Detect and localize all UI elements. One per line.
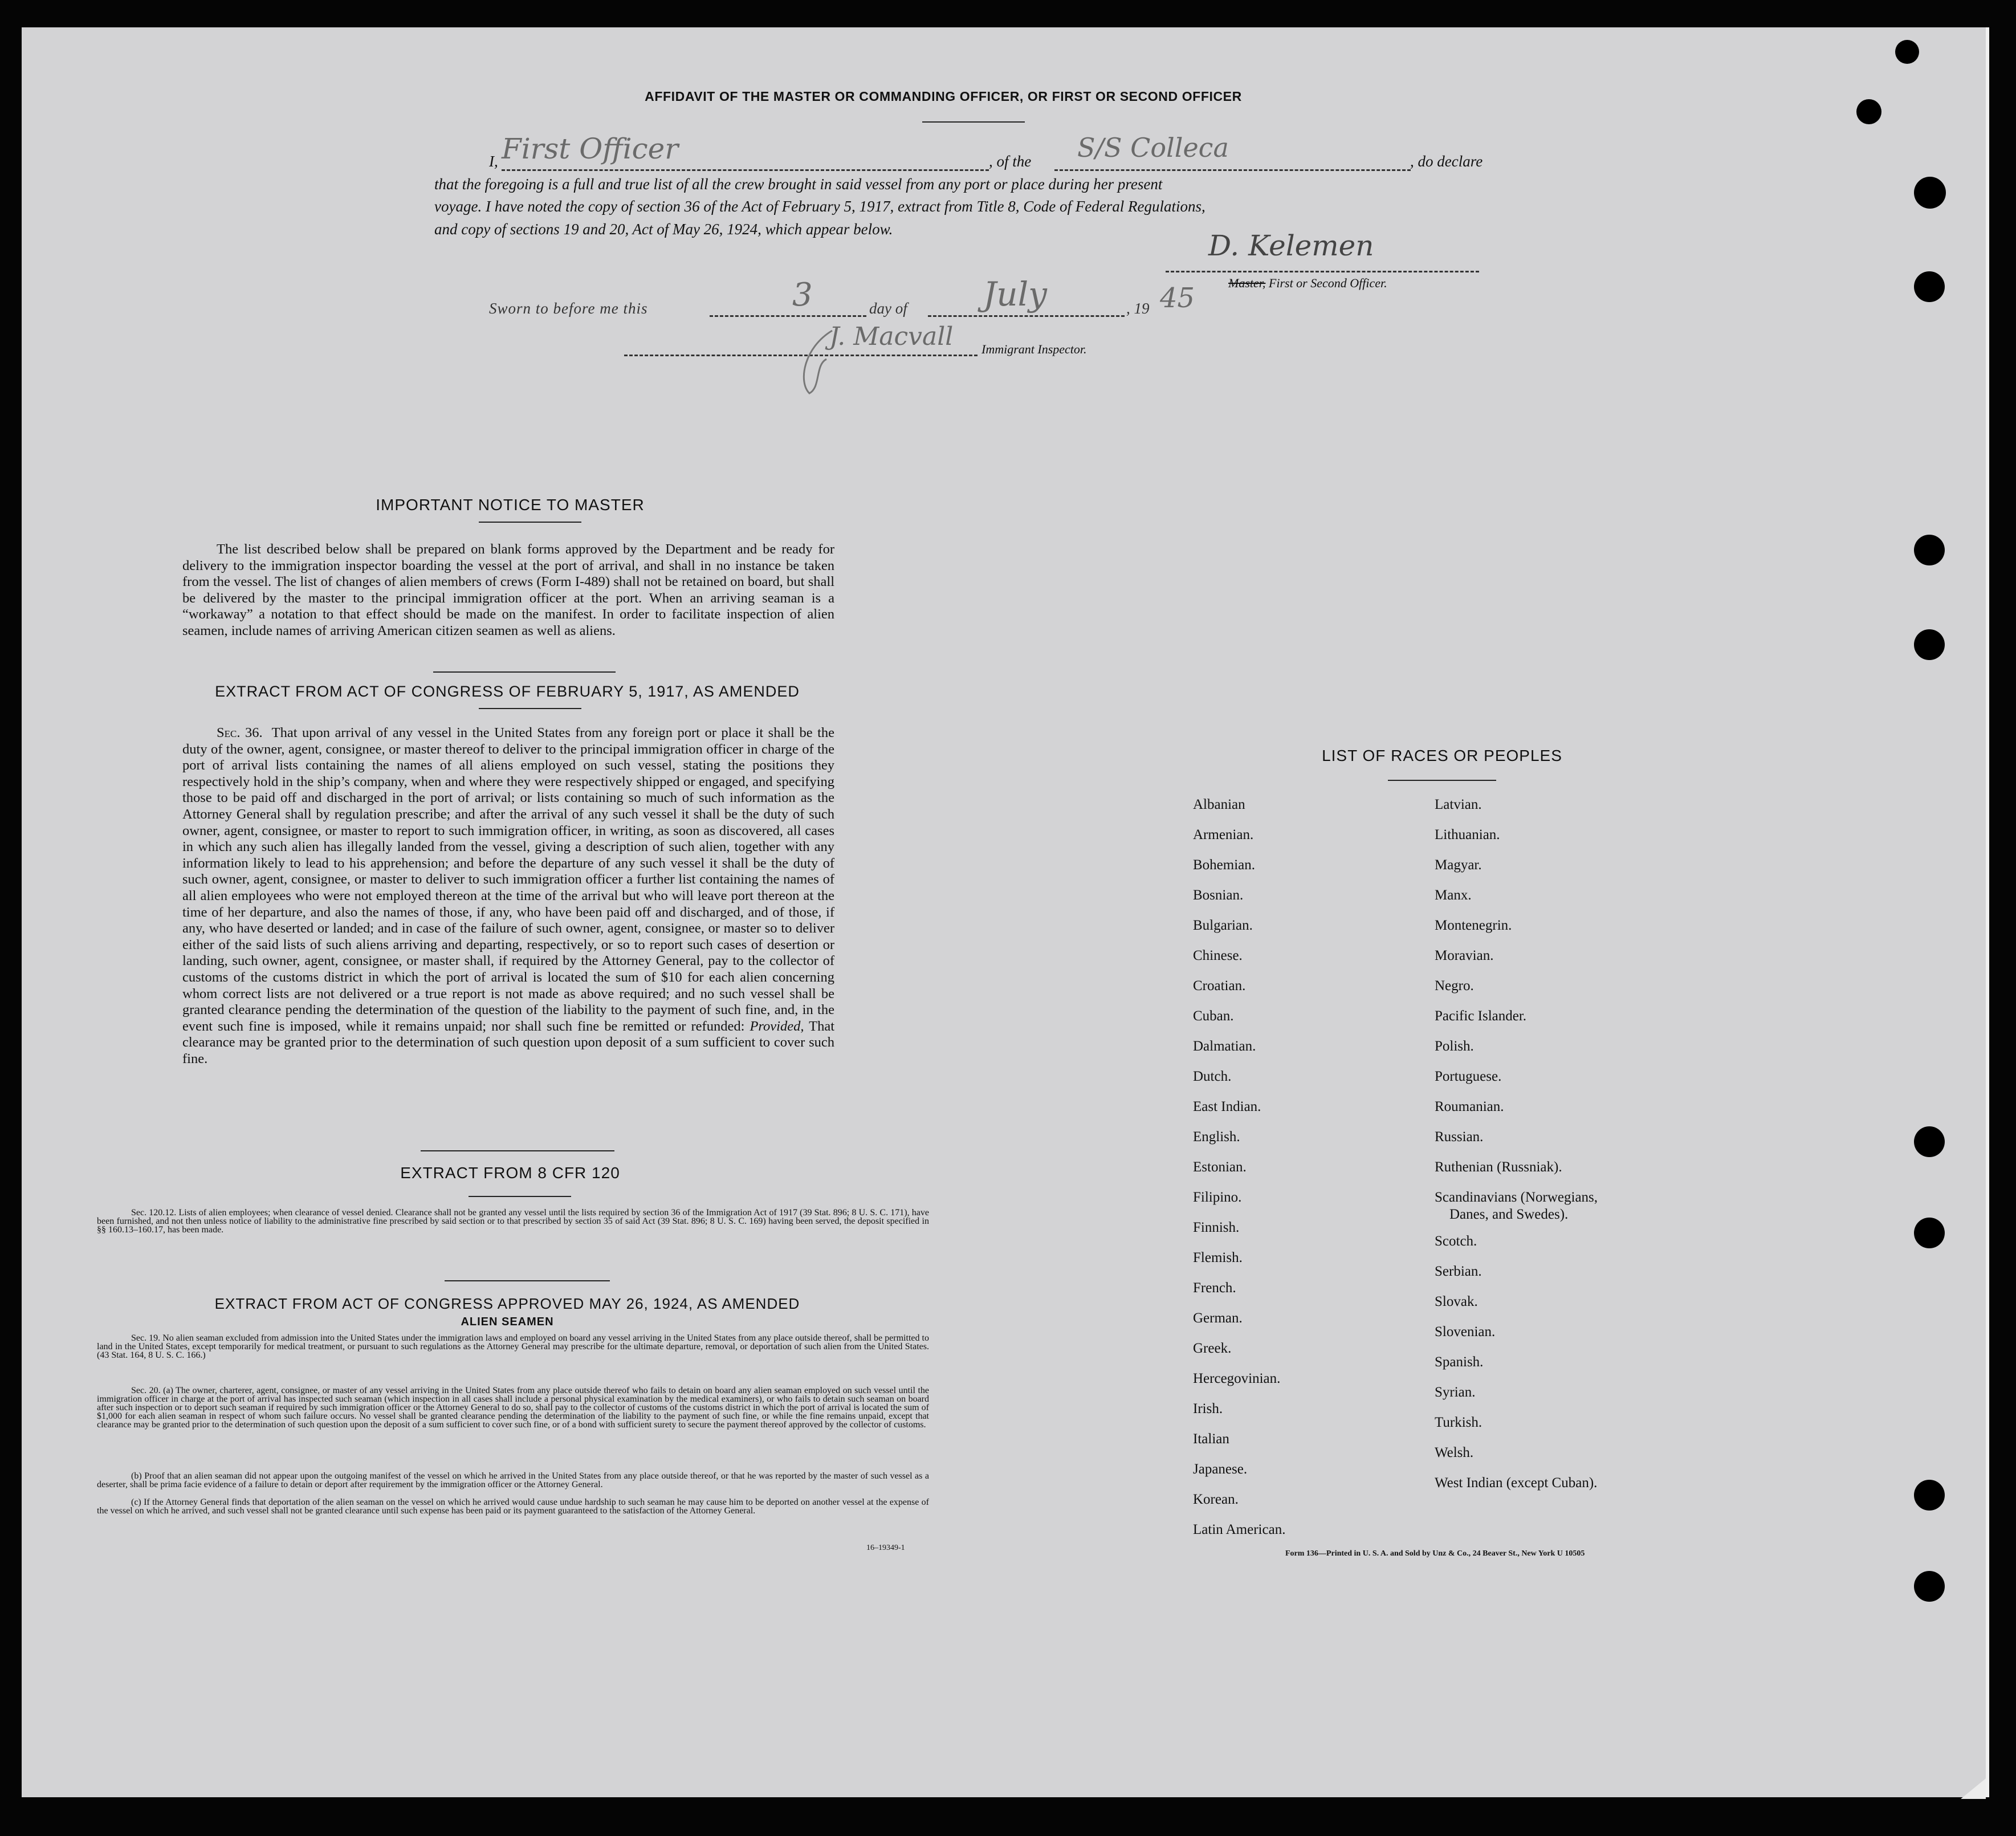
sworn-month-handwriting: July [983,275,1047,314]
extract-1917-text [182,725,834,1067]
affidavit-title: AFFIDAVIT OF THE MASTER OR COMMANDING OFFICER, OR FIRST OR SECOND OFFICER [645,89,1242,104]
affidavit-i: I, [489,153,498,170]
race-item: Welsh. [1435,1444,1474,1460]
divider [479,708,581,709]
race-item: Bosnian. [1193,888,1244,903]
cfr-text: Sec. 120.12. Lists of alien employees; when clearance of vessel denied. Clearance shall not be granted any vessel until the lists required by section 36 of the Immigration Act of 1917 (39 Stat. 896; 8 U. S. C. 171), have been furnished, and not then unless notice of liability to the administrative fine prescribed by said section or to that prescribed by section 35 of said Act (39 Stat. 896; 8 U. S. C. 169) having been served, the deposit specified in §§ 160.13–160.17, has been made. [97,1208,929,1235]
binder-hole [1914,1480,1945,1511]
race-item: English. [1193,1129,1240,1145]
race-item: Korean. [1193,1492,1239,1507]
inspector-flourish [792,325,855,399]
race-item: Finnish. [1193,1220,1240,1235]
printer-footer: Form 136—Printed in U. S. A. and Sold by Unz & Co., 24 Beaver St., New York U 10505 [1285,1549,1585,1558]
race-item: Irish. [1193,1401,1223,1416]
race-item: Scandinavians (Norwegians, [1435,1190,1598,1205]
extract-1917-title: EXTRACT FROM ACT OF CONGRESS OF FEBRUARY 5, 1917, AS AMENDED [215,683,800,700]
race-item: German. [1193,1310,1243,1326]
officer-handwriting: First Officer [502,132,679,165]
struck-master: Master, [1228,276,1266,290]
sworn-day-line [710,315,866,317]
binder-hole [1856,99,1881,124]
binder-hole [1914,1126,1945,1157]
race-item: Bulgarian. [1193,918,1253,933]
notice-text: The list described below shall be prepared on blank forms approved by the Department and be ready for delivery to the immigration inspector boarding the vessel at the port of arrival, and shall in no instance be taken from the vessel. The list of changes of alien members of crews (Form I-489) shall not be retained on board, but shall be delivered by the master to the principal immigration officer at the port. When an arriving seaman is a “workaway” a notation to that effect should be made on the manifest. In order to facilitate inspection of alien seamen, include names of arriving American citizen seamen as well as aliens. [182,542,834,638]
race-item: Serbian. [1435,1263,1482,1279]
year-handwriting: 45 [1160,282,1195,314]
affidavit-line-2: that the foregoing is a full and true list of all the crew brought in said vessel from any port or place during her present [434,176,1163,193]
binder-hole [1914,271,1945,302]
sec-20c-text: (c) If the Attorney General finds that deportation of the alien seaman on the vessel on which he arrived would cause undue hardship to such seaman he may cause him to be deported on another vessel at the expense of the vessel on which he arrived, and such vessel shall not be granted clearance until such expense has been paid or its payment guaranteed to the satisfaction of the Attorney General. [97,1497,929,1516]
race-item: Latvian. [1435,797,1482,812]
race-item: Russian. [1435,1129,1484,1145]
sec-19-text: Sec. 19. No alien seaman excluded from admission into the United States under the immigration laws and employed on board any vessel arriving in the United States from any place outside thereof, shall be permitted to land in the United States, except temporarily for medical treatment, or pursuant to such regulations as the Attorney General may prescribe for the ultimate departure, removal, or deportation of such alien from the United States. (43 Stat. 164, 8 U. S. C. 166.) [97,1333,929,1360]
race-item: Filipino. [1193,1190,1242,1205]
divider [433,671,616,673]
race-item: Polish. [1435,1039,1474,1054]
race-item: Latin American. [1193,1522,1286,1537]
officer-line [502,169,989,171]
race-item: Roumanian. [1435,1099,1504,1114]
page-corner [1961,1778,1986,1799]
race-item: Montenegrin. [1435,918,1512,933]
inspector-label: Immigrant Inspector. [981,342,1087,356]
race-item: Slovak. [1435,1293,1478,1309]
race-item: Pacific Islander. [1435,1008,1527,1024]
race-item: Scotch. [1435,1233,1477,1249]
sec-36-tail: That clearance may be granted prior to the determination of such question upon deposit of a sum sufficient to cover such fine. [182,1018,835,1066]
race-item: Cuban. [1193,1008,1234,1024]
divider [1388,780,1496,781]
race-item: Magyar. [1435,857,1482,873]
race-item: Turkish. [1435,1414,1483,1430]
notice-title: IMPORTANT NOTICE TO MASTER [376,496,645,514]
race-item: Armenian. [1193,827,1254,842]
race-item: Negro. [1435,978,1474,994]
race-item: Lithuanian. [1435,827,1500,842]
races-title: LIST OF RACES OR PEOPLES [1322,747,1562,764]
sworn-day-handwriting: 3 [792,276,813,314]
do-declare-label: , do declare [1410,153,1483,170]
binder-hole [1914,1571,1945,1602]
day-of-label: day of [869,300,907,317]
race-item: Ruthenian (Russniak). [1435,1159,1562,1175]
race-item: Dalmatian. [1193,1039,1256,1054]
race-item: East Indian. [1193,1099,1261,1114]
binder-hole [1914,629,1945,660]
officer-caption: First or Second Officer. [1265,276,1387,290]
race-item: French. [1193,1280,1236,1296]
sworn-month-line [928,315,1125,317]
race-item: Syrian. [1435,1384,1476,1400]
race-item: Bohemian. [1193,857,1256,873]
year-prefix: , 19 [1126,300,1150,317]
race-item: Albanian [1193,797,1245,812]
divider [445,1280,610,1281]
race-item: Manx. [1435,888,1472,903]
divider [421,1150,614,1151]
sec-36-label: Sec. 36. [217,725,263,740]
race-item: Portuguese. [1435,1069,1502,1084]
race-item: Dutch. [1193,1069,1232,1084]
signature-line [1166,271,1479,272]
ship-line [1054,169,1411,171]
race-item: Slovenian. [1435,1324,1496,1340]
race-item: Italian [1193,1431,1229,1447]
alien-seamen-subtitle: ALIEN SEAMEN [461,1316,554,1328]
race-item: Japanese. [1193,1462,1248,1477]
binder-hole [1914,1218,1945,1248]
race-item: Greek. [1193,1341,1232,1356]
affidavit-line-4: and copy of sections 19 and 20, Act of May 26, 1924, which appear below. [434,221,893,238]
binder-hole [1895,40,1919,64]
sec-20b-text: (b) Proof that an alien seaman did not appear upon the outgoing manifest of the vessel on which he arrived in the United States from any place outside thereof, or that he was reported by the master of such vessel as a deserter, shall be prima facie evidence of a failure to detain or deport after requirement by the immigration officer or the Attorney General. [97,1471,929,1489]
race-item: Danes, and Swedes). [1449,1207,1569,1222]
race-item: Hercegovinian. [1193,1371,1281,1386]
divider [469,1196,571,1197]
divider [922,121,1025,123]
race-item: Spanish. [1435,1354,1484,1370]
of-the-label: , of the [989,153,1032,170]
sec-36-body: That upon arrival of any vessel in the United States from any foreign port or place it shall be the duty of the owner, agent, consignee, or master thereof to deliver to the principal immigration officer in charge of the port of arrival lists containing the names of all aliens employed on such vessel, stating the positions they respectively hold in the ship’s company, when and where they were respectively shipped or engaged, and specifying those to be paid off and discharged in the port of arrival; or lists containing so much of such information as the Attorney General shall by regulation prescribe; and after the arrival of any such vessel it shall be the duty of such owner, agent, consignee, or master to report to such immigration officer, in writing, as soon as discovered, all cases in which any such alien has illegally landed from the vessel, giving a description of such alien, together with any information likely to lead to his apprehension; and before the departure of any such vessel it shall be the duty of such owner, agent, consignee, or master to deliver to such immigration officer a further list containing the names of all alien employees who were not employed thereon at the time of the arrival but who will leave port thereon at the time of her departure, and also the names of those, if any, who have been paid off and discharged, and of those, if any, who have deserted or landed; and in case of the failure of such owner, agent, consignee, or master so to deliver either of the said lists of such aliens arriving and departing, respectively, or so to report such cases of desertion or landing, such owner, agent, consignee, or master shall, if required by the Attorney General, pay to the collector of customs of the customs district in which the port of arrival is located the sum of $10 for each alien concerning whom correct lists are not delivered or a true report is not made as above required; and no such vessel shall be granted clearance pending the determination of the question of the liability to the payment of such fine, and, in the event such fine is imposed, while it remains unpaid; nor shall such fine be remitted or refunded: [182,725,834,1034]
cfr-title: EXTRACT FROM 8 CFR 120 [400,1164,620,1182]
sworn-label: Sworn to before me this [489,300,648,317]
sec-20a-text: Sec. 20. (a) The owner, charterer, agent, consignee, or master of any vessel arriving in the United States from any place outside thereof who fails to detain on board any alien seaman employed on such vessel until the immigration officer in charge at the port of arrival has inspected such seaman (which inspection in all cases shall include a personal physical examination by the medical examiners), or who fails to detain such seaman on board after such inspection or to deport such seaman if required by such immigration officer or the Attorney General to do so, shall pay to the collector of customs of the customs district in which the port of arrival is located the sum of $1,000 for each alien seaman in respect of whom such failure occurs. No vessel shall be granted clearance pending the determination of the liability to the payment of such fine, or while the fine remains unpaid, except that clearance may be granted prior to the determination of such question upon the deposit of a sum sufficient to cover such fine, or of a bond with sufficient surety to secure the payment thereof approved by the collector of customs. [97,1386,929,1430]
race-item: Estonian. [1193,1159,1247,1175]
race-item: Moravian. [1435,948,1494,963]
divider [479,522,581,523]
form-number: 16–19349-1 [866,1544,905,1552]
provided-word: Provided, [750,1018,804,1034]
extract-1924-title: EXTRACT FROM ACT OF CONGRESS APPROVED MAY 26, 1924, AS AMENDED [214,1295,800,1312]
binder-hole [1914,177,1946,209]
race-item: Chinese. [1193,948,1243,963]
race-item: Flemish. [1193,1250,1243,1265]
race-item: Croatian. [1193,978,1246,994]
signature-caption [1228,276,1387,291]
race-item: West Indian (except Cuban). [1435,1475,1598,1491]
signature-handwriting: D. Kelemen [1208,229,1374,262]
inspector-handwriting: J. Macvall [829,322,954,351]
ship-handwriting: S/S Colleca [1077,132,1229,163]
binder-hole [1914,535,1945,565]
affidavit-line-3: voyage. I have noted the copy of section 36 of the Act of February 5, 1917, extract from Title 8, Code of Federal Regulations, [434,198,1205,215]
